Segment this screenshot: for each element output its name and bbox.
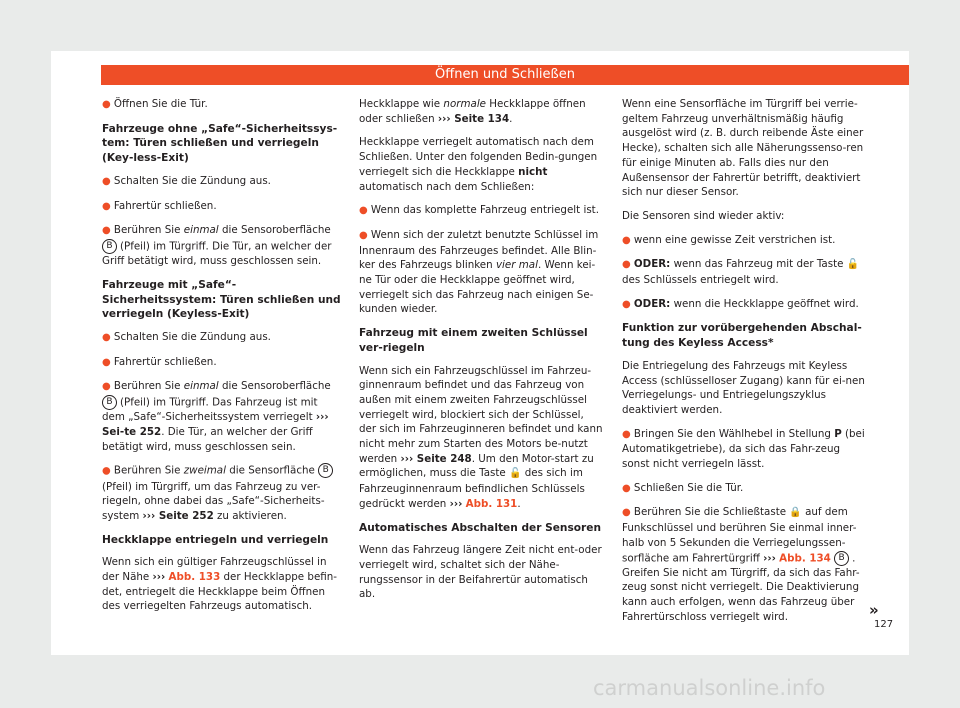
bullet-icon: ● bbox=[622, 428, 634, 440]
bullet-item: ● Wenn sich der zuletzt benutzte Schlüssel im Innenraum des Fahrzeuges befindet. Alle Blin-ker des Fahrzeugs blinken vier mal. Wenn kei-ne Tür oder die Heckklappe geöffnet wird, verriegelt sich das Fahrzeug nach einigen Se-kunden wieder. bbox=[359, 228, 599, 316]
bullet-item: ● Berühren Sie zweimal die Sensorfläche B(Pfeil) im Türgriff, um das Fahrzeug zu ver-riegeln, ohne dabei das „Safe“-Sicherheits-system ››› Seite 252 zu aktivieren. bbox=[102, 463, 342, 523]
page-reference-link[interactable]: ››› Sei-te 252 bbox=[102, 411, 329, 438]
paragraph: Wenn sich ein Fahrzeugschlüssel im Fahrzeu-ginnenraum befindet und das Fahrzeug von außen mit einem zweiten Fahrzeugschlüssel verriegelt wird, blockiert sich der Schlüssel, der sich im Fahrzeuginneren befindet und kann nicht mehr zum Starten des Motors be-nutzt werden ››› Seite 248. Um den Motor-start zu ermöglichen, muss die Taste 🔓 des sich im Fahrzeuginnenraum befindlichen Schlüssels gedrückt werden ››› Abb. 131. bbox=[359, 364, 603, 510]
bullet-item: ● ODER: wenn das Fahrzeug mit der Taste 🔓 des Schlüssels entriegelt wird. bbox=[622, 258, 860, 287]
bullet-icon: ● bbox=[359, 205, 371, 217]
bullet-icon: ● bbox=[622, 234, 634, 246]
subheading: Heckklappe entriegeln und verriegeln bbox=[102, 533, 329, 546]
bullet-item: ● Berühren Sie einmal die Sensoroberfläche B (Pfeil) im Türgriff. Das Fahrzeug ist mit dem „Safe“-Sicherheitssystem verriegelt ››› Sei-te 252. Die Tür, an welcher der Griff betätigt wird, muss geschlossen sein. bbox=[102, 380, 331, 453]
column-3 bbox=[622, 97, 868, 634]
subheading: Funktion zur vorübergehenden Abschal-tung des Keyless Access* bbox=[622, 322, 862, 350]
bullet-icon: ● bbox=[102, 331, 114, 343]
section-header: Öffnen und Schließen bbox=[101, 65, 909, 85]
manual-page bbox=[51, 51, 909, 655]
bullet-item: ● Berühren Sie einmal die Sensoroberfläche B (Pfeil) im Türgriff. Die Tür, an welcher der Griff betätigt wird, muss geschlossen sein. bbox=[102, 224, 332, 268]
bullet-item: ● Wenn das komplette Fahrzeug entriegelt ist. bbox=[359, 204, 599, 217]
lock-icon: 🔒 bbox=[789, 507, 802, 519]
bullet-icon: ● bbox=[102, 465, 114, 477]
bullet-item: ● Schließen Sie die Tür. bbox=[622, 481, 744, 494]
bullet-icon: ● bbox=[622, 507, 634, 519]
bullet-icon: ● bbox=[359, 229, 371, 241]
bullet-item: ● ODER: wenn die Heckklappe geöffnet wird. bbox=[622, 297, 859, 310]
bullet-icon: ● bbox=[622, 482, 634, 494]
paragraph: Heckklappe verriegelt automatisch nach dem Schließen. Unter den folgenden Bedin-gungen verriegelt sich die Heckklappe nicht automatisch nach dem Schließen: bbox=[359, 136, 598, 193]
subheading: Automatisches Abschalten der Sensoren bbox=[359, 521, 602, 534]
bullet-item: ● Schalten Sie die Zündung aus. bbox=[102, 330, 271, 343]
bullet-item: ● Fahrertür schließen. bbox=[102, 355, 217, 368]
paragraph: Die Entriegelung des Fahrzeugs mit Keyless Access (schlüsselloser Zugang) kann für ei-nen Verriegelungs- und Entriegelungszyklus deaktiviert werden. bbox=[622, 359, 865, 416]
paragraph: Die Sensoren sind wieder aktiv: bbox=[622, 209, 785, 222]
page-reference-link[interactable]: ››› Seite 134 bbox=[437, 112, 510, 125]
bullet-item: ● Öffnen Sie die Tür. bbox=[102, 98, 208, 110]
subheading: Fahrzeuge mit „Safe“-Sicherheitssystem: Türen schließen und verriegeln (Keyless-Exit) bbox=[102, 278, 341, 321]
page-reference-link[interactable]: ››› Seite 248 bbox=[400, 452, 472, 465]
letter-b-marker: B bbox=[834, 551, 849, 566]
bullet-icon: ● bbox=[102, 99, 114, 110]
reference-arrows: ››› bbox=[449, 497, 463, 510]
paragraph: Wenn eine Sensorfläche im Türgriff bei verrie-geltem Fahrzeug unverhältnismäßig häufig ausgelöst wird (z. B. durch reibende Äste einer Hecke), schalten sich alle Näherungssenso-ren für einige Minuten ab. Falls dies nur den Außensensor der Fahrertür betrifft, deaktiviert sich nur dieser Sensor. bbox=[622, 98, 864, 199]
letter-b-marker: B bbox=[318, 463, 333, 478]
bullet-item: ● Bringen Sie den Wählhebel in Stellung P (bei Automatikgetriebe), da sich das Fahr-zeug sonst nicht verriegeln lässt. bbox=[622, 427, 865, 471]
bullet-item: ● wenn eine gewisse Zeit verstrichen ist. bbox=[622, 233, 836, 246]
paragraph: Heckklappe wie normale Heckklappe öffnen oder schließen ››› Seite 134. bbox=[359, 98, 586, 125]
column-2 bbox=[359, 97, 603, 611]
paragraph: Wenn sich ein gültiger Fahrzeugschlüssel in der Nähe ››› Abb. 133 der Heckklappe befin-det, entriegelt die Heckklappe beim Öffnen des verriegelten Fahrzeugs automatisch. bbox=[102, 556, 338, 613]
bullet-item: ● Schalten Sie die Zündung aus. bbox=[102, 174, 271, 187]
subheading: Fahrzeuge ohne „Safe“-Sicherheitssys-tem: Türen schließen und verriegeln (Key-less-Exit) bbox=[102, 122, 338, 165]
page-number: 127 bbox=[874, 619, 894, 630]
paragraph: Wenn das Fahrzeug längere Zeit nicht ent-oder verriegelt wird, schaltet sich der Nähe-rungssensor in der Beifahrertür automatisch ab. bbox=[359, 544, 602, 601]
continued-arrow-icon: » bbox=[869, 601, 879, 619]
reference-arrows: ››› bbox=[763, 552, 776, 565]
bullet-item: ● Fahrertür schließen. bbox=[102, 199, 217, 212]
figure-reference-link[interactable]: Abb. 131 bbox=[465, 497, 518, 510]
watermark-text: carmanualsonline.info bbox=[593, 676, 826, 700]
subheading: Fahrzeug mit einem zweiten Schlüssel ver-riegeln bbox=[359, 327, 588, 354]
figure-reference-link[interactable]: Abb. 134 bbox=[779, 552, 831, 565]
bullet-icon: ● bbox=[622, 298, 634, 310]
reference-arrows: ››› bbox=[152, 571, 166, 584]
figure-reference-link[interactable]: Abb. 133 bbox=[168, 571, 221, 584]
bullet-icon: ● bbox=[622, 259, 634, 271]
bullet-icon: ● bbox=[102, 356, 114, 368]
bullet-icon: ● bbox=[102, 225, 114, 237]
unlock-icon: 🔓 bbox=[846, 259, 860, 271]
bullet-icon: ● bbox=[102, 200, 114, 212]
column-1 bbox=[102, 97, 342, 623]
page-reference-link[interactable]: ››› Seite 252 bbox=[142, 509, 214, 522]
letter-b-marker: B bbox=[102, 395, 117, 410]
bullet-item: ● Berühren Sie die Schließtaste 🔒 auf dem Funkschlüssel und berühren Sie einmal inner-halb von 5 Sekunden die Verriegelungssen-sorfläche am Fahrertürgriff ››› Abb. 134 B . Greifen Sie nicht am Türgriff, da sich das Fahr-zeug sonst nicht verriegelt. Die Deaktivierung kann auch erfolgen, wenn das Fahrzeug über Fahrertürschloss verriegelt wird. bbox=[622, 506, 860, 623]
bullet-icon: ● bbox=[102, 381, 114, 393]
letter-b-marker: B bbox=[102, 239, 117, 254]
bullet-icon: ● bbox=[102, 175, 114, 187]
unlock-icon: 🔓 bbox=[509, 468, 522, 480]
